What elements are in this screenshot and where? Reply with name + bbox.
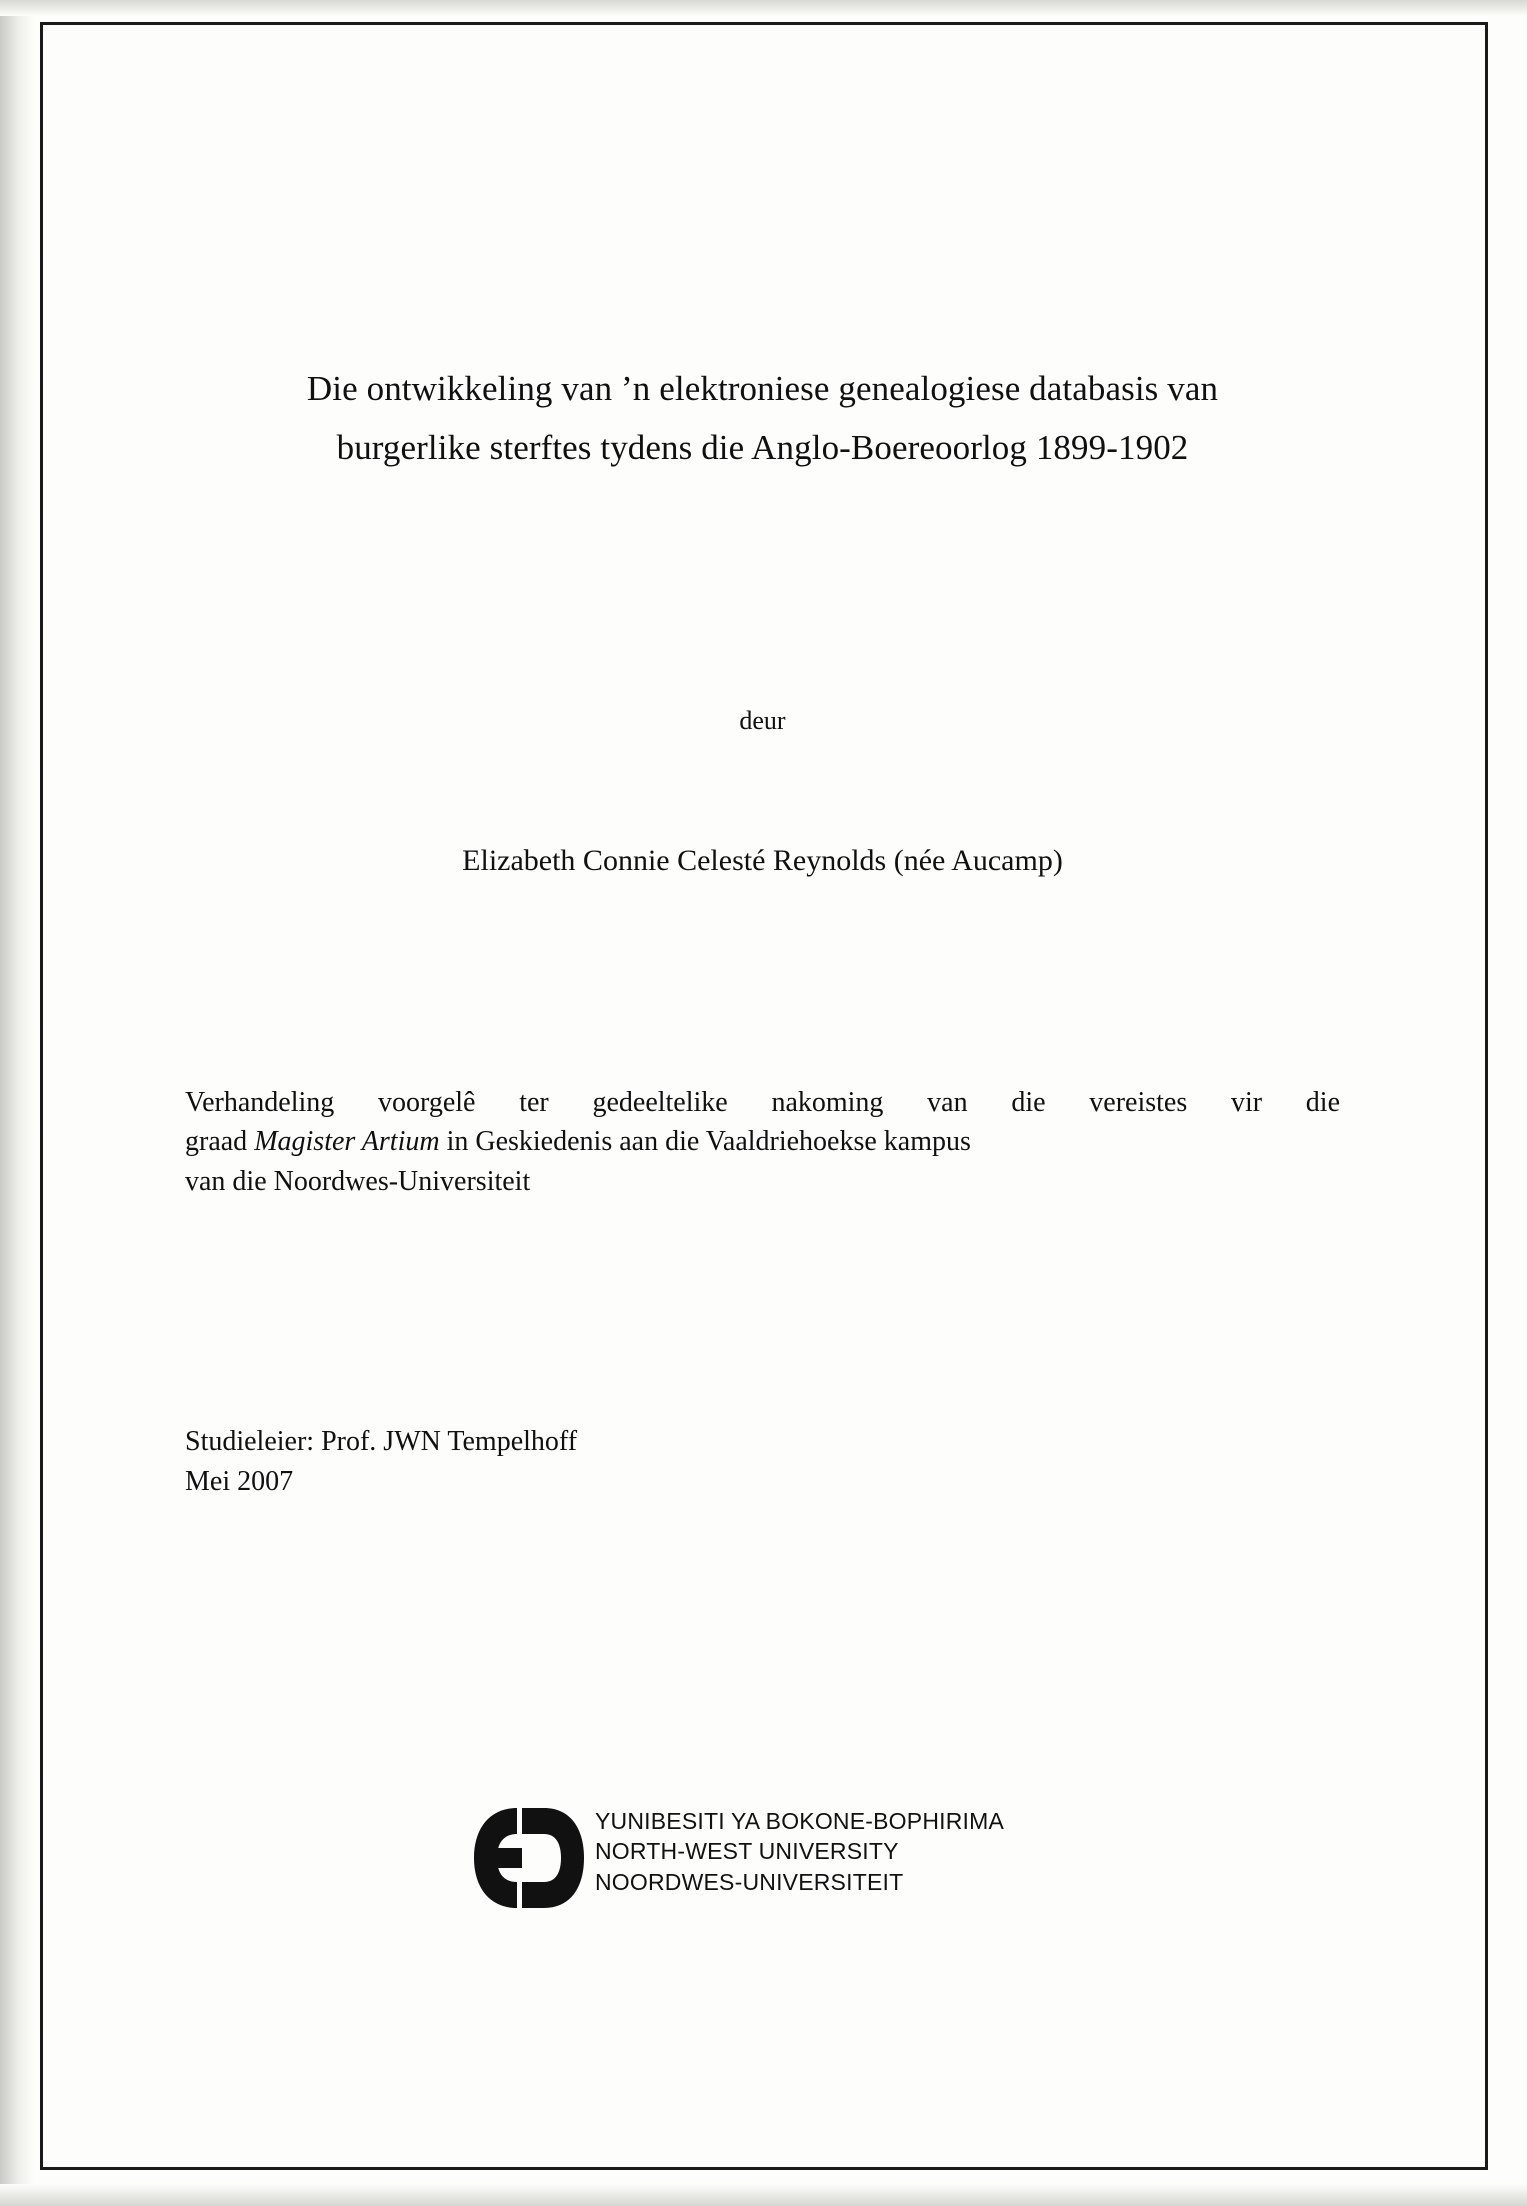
title-line-1: Die ontwikkeling van ’n elektroniese genealogiese databasis van [306, 369, 1219, 408]
scan-edge-left [0, 0, 34, 2206]
degree-statement-line-1: Verhandeling voorgelê ter gedeeltelike nakoming van die vereistes vir die [185, 1086, 1340, 1118]
by-label: deur [739, 705, 786, 735]
university-logo-text [595, 1806, 1004, 1897]
university-logo [470, 1800, 1110, 1920]
degree-statement-line-3: van die Noordwes-Universiteit [185, 1166, 531, 1198]
logo-text-line-2: NORTH-WEST UNIVERSITY [595, 1838, 899, 1865]
degree-statement-line-2-pre: graad [185, 1126, 255, 1158]
scan-edge-bottom [0, 2184, 1527, 2206]
logo-text-line-3: NOORDWES-UNIVERSITEIT [595, 1868, 904, 1895]
scan-edge-top [0, 0, 1527, 16]
author-name: Elizabeth Connie Celesté Reynolds (née Aucamp) [462, 843, 1063, 877]
page-title [185, 360, 1340, 478]
supervisor-block [185, 1422, 1340, 1502]
supervisor-line: Studieleier: Prof. JWN Tempelhoff [185, 1425, 578, 1457]
degree-statement-line-2 [185, 1122, 1340, 1162]
degree-name-italic: Magister Artium [254, 1126, 440, 1158]
nwu-logo-icon [470, 1804, 588, 1912]
degree-statement-line-2-post: in Geskiedenis aan die Vaaldriehoekse kampus [439, 1126, 971, 1158]
date-line: Mei 2007 [185, 1465, 294, 1497]
logo-text-line-1: YUNIBESITI YA BOKONE-BOPHIRIMA [595, 1808, 1005, 1834]
title-page-content [185, 360, 1340, 1501]
degree-statement [185, 1083, 1340, 1202]
title-line-2: burgerlike sterftes tydens die Anglo-Boereoorlog 1899-1902 [336, 427, 1189, 467]
